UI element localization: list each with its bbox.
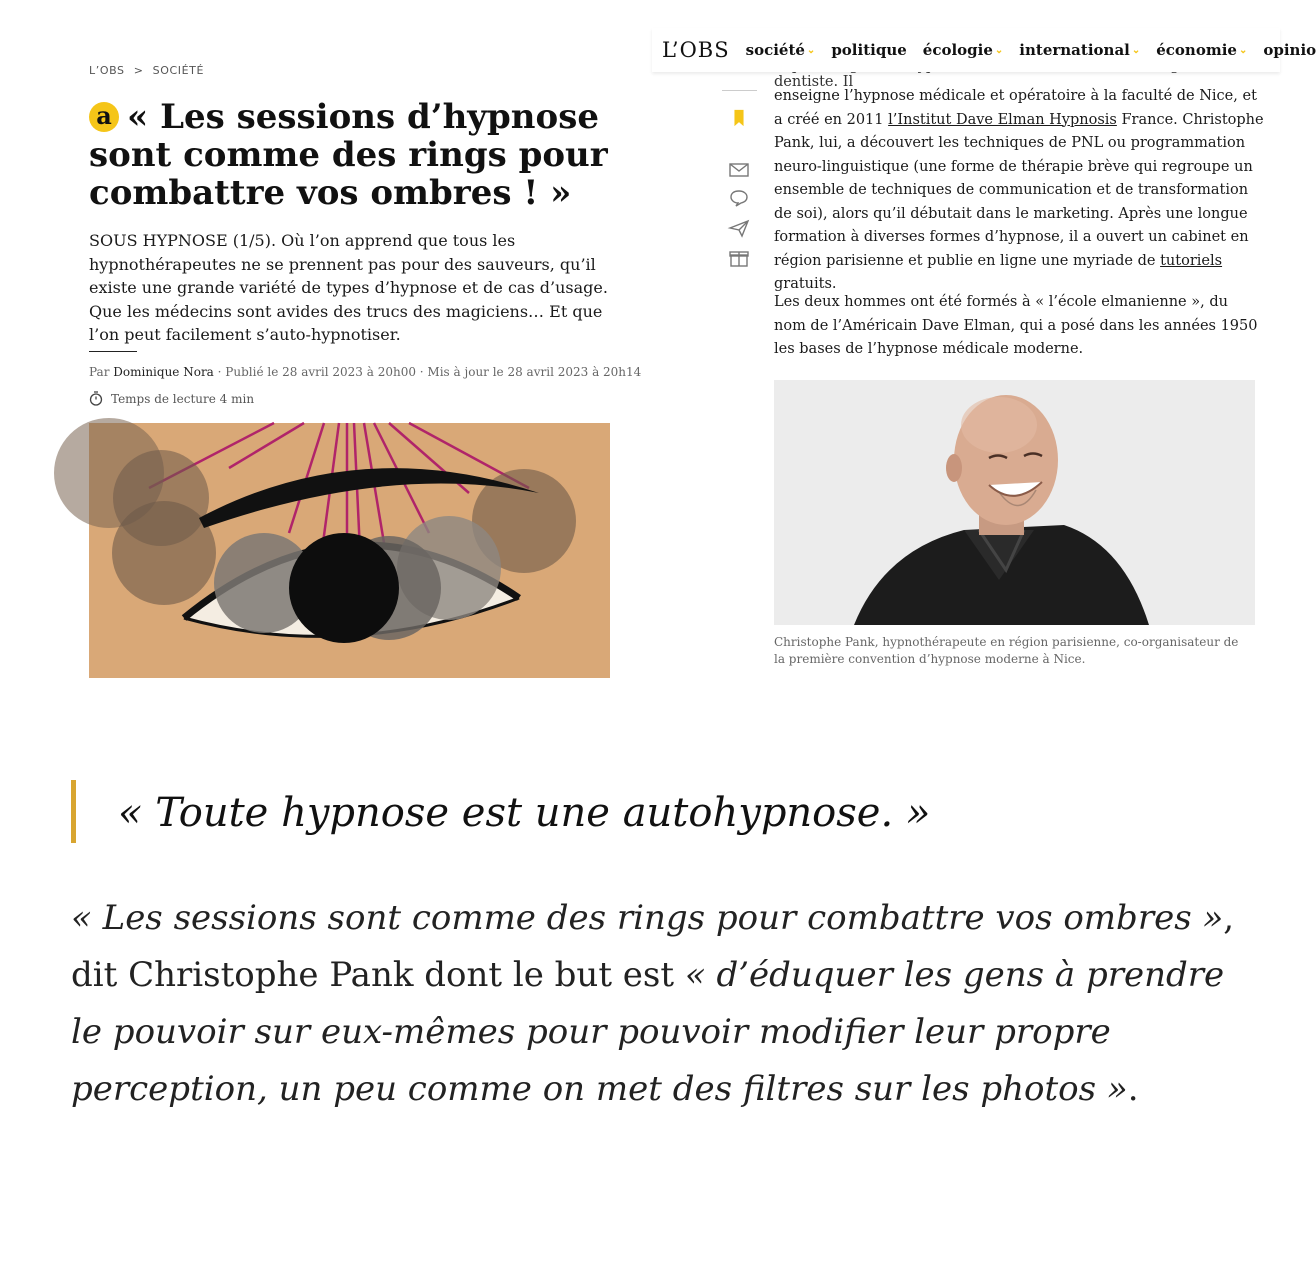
portrait-photo bbox=[774, 380, 1255, 625]
article-paragraph-2: Les deux hommes ont été formés à « l’école elmanienne », du nom de l’Américain Dave Elman, qui a posé dans les années 1950 les bases de l’hypnose médicale moderne. bbox=[774, 294, 1258, 357]
gift-icon[interactable] bbox=[728, 248, 750, 268]
nav-item-politique[interactable]: politique bbox=[831, 41, 907, 59]
tutoriels-link[interactable]: tutoriels bbox=[1160, 252, 1223, 269]
headline-text: « Les sessions d’hypnose sont comme des rings pour combattre vos ombres ! » bbox=[89, 97, 608, 213]
hypnotic-eye-illustration bbox=[89, 423, 610, 678]
chevron-down-icon: ⌄ bbox=[994, 45, 1004, 56]
breadcrumb-section[interactable]: SOCIÉTÉ bbox=[152, 64, 205, 77]
nav-item-opinions[interactable]: opinio bbox=[1263, 41, 1316, 59]
quote-part-1: « Les sessions sont comme des rings pour combattre vos ombres » bbox=[71, 898, 1224, 938]
chevron-down-icon: ⌄ bbox=[1238, 45, 1248, 56]
timer-icon bbox=[89, 391, 103, 406]
nav-item-ecologie[interactable]: écologie ⌄ bbox=[922, 41, 1004, 59]
institut-link[interactable]: l’Institut Dave Elman Hypnosis bbox=[888, 111, 1117, 128]
article-paragraph-1: enseigne l’hypnose médicale et opératoire à la faculté de Nice, et a créé en 2011 l’Institut Dave Elman Hypnosis France. Christophe Pank, lui, a découvert les techniques de PNL ou programmation neuro-linguistique (une forme de thérapie brève qui regroupe un ensemble de techniques de communication et de transformation de soi), alors qu’il débutait dans le marketing. Après une longue formation à diverses formes d’hypnose, il a ouvert un cabinet en région parisienne et publie en ligne une myriade de tutoriels gratuits. bbox=[774, 88, 1264, 292]
breadcrumb-site[interactable]: L’OBS bbox=[89, 64, 125, 77]
quote-middle: , dit Christophe Pank dont le but est bbox=[71, 898, 1235, 995]
lede-divider bbox=[89, 351, 137, 352]
mail-icon[interactable] bbox=[728, 160, 750, 180]
cut-off-line: dentiste. Il bbox=[774, 74, 854, 90]
reading-time bbox=[89, 391, 254, 406]
byline-prefix: Par bbox=[89, 365, 110, 379]
nav-item-societe[interactable]: société ⌄ bbox=[745, 41, 816, 59]
send-icon[interactable] bbox=[728, 218, 750, 238]
quote-end: . bbox=[1127, 1069, 1139, 1109]
quote-paragraph bbox=[71, 890, 1261, 1118]
breadcrumb bbox=[89, 64, 209, 77]
abonne-badge: a bbox=[89, 102, 119, 132]
quote-part-2: « d’éduquer les gens à prendre le pouvoir sur eux-mêmes pour pouvoir modifier leur propre perception, un peu comme on met des filtres sur les photos » bbox=[71, 955, 1225, 1109]
breadcrumb-separator: > bbox=[133, 64, 144, 77]
nav-item-economie[interactable]: économie ⌄ bbox=[1156, 41, 1248, 59]
author-link[interactable]: Dominique Nora bbox=[113, 365, 214, 379]
article-headline bbox=[89, 98, 609, 212]
bookmark-icon[interactable] bbox=[728, 108, 750, 128]
photo-caption: Christophe Pank, hypnothérapeute en région parisienne, co-organisateur de la première convention d’hypnose moderne à Nice. bbox=[774, 635, 1239, 666]
pull-quote: « Toute hypnose est une autohypnose. » bbox=[118, 790, 931, 836]
comment-icon[interactable] bbox=[728, 188, 750, 208]
updated-date: · Mis à jour le 28 avril 2023 à 20h14 bbox=[419, 365, 642, 379]
published-date: · Publié le 28 avril 2023 à 20h00 bbox=[217, 365, 416, 379]
nav-item-international[interactable]: international ⌄ bbox=[1019, 41, 1141, 59]
reading-time-label: Temps de lecture 4 min bbox=[111, 391, 255, 406]
article-lede: SOUS HYPNOSE (1/5). Où l’on apprend que tous les hypnothérapeutes ne se prennent pas pour des sauveurs, qu’il existe une grande variété de types d’hypnose et de cas d’usage. Que les médecins sont avides des trucs des magiciens… Et que l’on peut facilement s’auto-hypnotiser. bbox=[89, 231, 608, 344]
top-nav bbox=[652, 28, 1316, 72]
share-divider bbox=[722, 90, 757, 91]
pull-quote-bar bbox=[71, 780, 76, 843]
article-photo bbox=[774, 380, 1255, 625]
chevron-down-icon: ⌄ bbox=[806, 45, 816, 56]
byline bbox=[89, 365, 641, 379]
article-illustration bbox=[89, 423, 610, 678]
chevron-down-icon: ⌄ bbox=[1131, 45, 1141, 56]
site-logo[interactable]: L’OBS bbox=[662, 38, 730, 62]
